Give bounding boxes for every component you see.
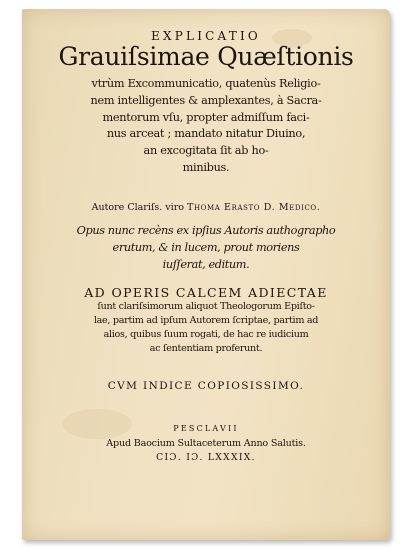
main-title: Grauiſsimae Quæſtionis [58, 42, 354, 71]
author-prefix: Autore Clariſs. viro [91, 202, 184, 213]
appendix-heading: AD OPERIS CALCEM ADIECTAE [84, 285, 328, 300]
title-page [22, 9, 390, 540]
question-line-4: nus arceat ; mandato nitatur Diuino, [106, 127, 306, 140]
imprint-printer: Apud Baocium Sultaceterum Anno Salutis. [106, 438, 306, 449]
question-line-5: an excogitata ſit ab ho- [143, 144, 269, 157]
author-name: Thoma Erasto D. Medico. [187, 202, 321, 213]
imprint-place: PESCLAVII [173, 424, 239, 433]
question-line-2: nem intelligentes & amplexantes, à Sacra- [90, 94, 322, 107]
edition-line-3: iuſſerat, editum. [162, 258, 250, 271]
appendix-line-1: ſunt clariſsimorum aliquot Theologorum Epiſto- [97, 301, 315, 312]
edition-line-2: erutum, & in lucem, prout moriens [112, 241, 300, 254]
edition-line-1: Opus nunc recèns ex ipſius Autoris authographo [76, 224, 336, 237]
imprint-year: CIƆ. IƆ. LXXXIX. [156, 452, 256, 463]
author-line [22, 202, 390, 213]
appendix-line-3: alios, quibus ſuum rogati, de hac re iudicium [103, 329, 309, 340]
heading-explicatio: EXPLICATIO [151, 29, 261, 43]
appendix-line-4: ac ſententiam proferunt. [149, 343, 263, 354]
question-line-1: vtrùm Excommunicatio, quatenùs Religio- [91, 77, 321, 90]
index-line: CVM INDICE COPIOSISSIMO. [107, 380, 305, 392]
question-line-6: minibus. [182, 161, 230, 174]
question-line-3: mentorum vſu, propter admiſſum faci- [102, 111, 310, 124]
appendix-line-2: lae, partim ad ipſum Autorem ſcriptae, partim ad [93, 315, 319, 326]
